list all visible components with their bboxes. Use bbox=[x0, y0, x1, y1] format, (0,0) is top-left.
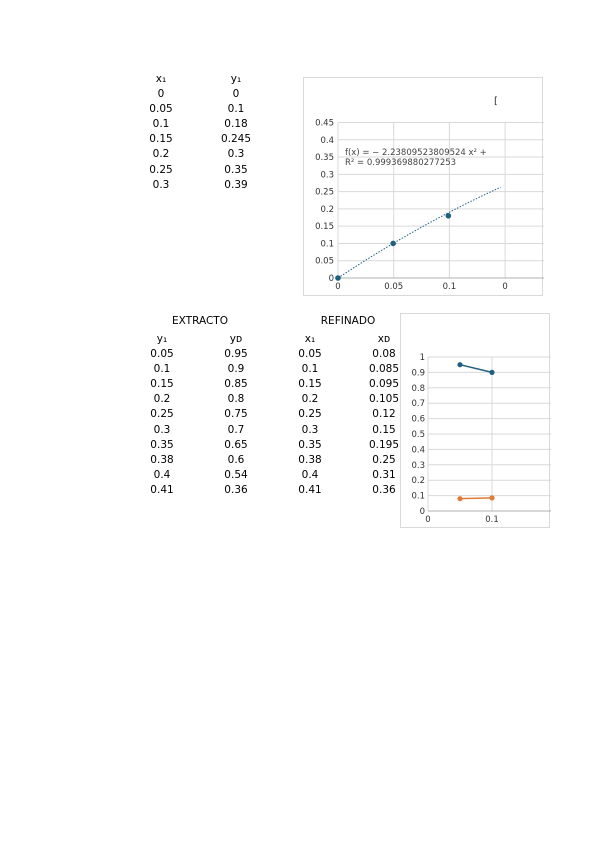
table-cell: 0.15 bbox=[149, 133, 173, 146]
table-cell: 0 bbox=[157, 88, 165, 100]
trendline-equation: f(x) = − 2.23809523809524 x² + bbox=[345, 148, 487, 158]
table-cell: 0.245 bbox=[220, 133, 252, 146]
y-tick-label: 0.7 bbox=[411, 399, 425, 410]
table-cell: 0.36 bbox=[224, 483, 248, 496]
table-cell: 0.08 bbox=[372, 348, 396, 360]
y-tick-label: 0.3 bbox=[320, 170, 334, 181]
y-tick-label: 0.1 bbox=[320, 239, 334, 250]
table-cell: 0.18 bbox=[224, 118, 248, 131]
x-tick-label: 0.1 bbox=[485, 515, 499, 525]
y-tick-label: 0.1 bbox=[411, 491, 425, 502]
table-cell: 0 bbox=[232, 88, 240, 100]
table-cell: 0.05 bbox=[150, 348, 174, 360]
table-cell: 0.65 bbox=[224, 438, 248, 451]
data-point bbox=[390, 241, 396, 247]
chart-2 bbox=[401, 314, 551, 529]
y-tick-label: 0.35 bbox=[315, 153, 334, 164]
chart-1-frame bbox=[303, 77, 543, 296]
y-tick-label: 0.15 bbox=[315, 222, 334, 233]
table-cell: 0.105 bbox=[368, 393, 400, 406]
table-cell: 0.95 bbox=[224, 348, 248, 360]
y-tick-label: 0.45 bbox=[315, 118, 334, 129]
x-tick-label: 0 bbox=[502, 282, 508, 292]
table-cell: 0.25 bbox=[298, 408, 322, 421]
data-point bbox=[457, 362, 462, 367]
table-cell: 0.6 bbox=[227, 453, 245, 466]
y-tick-label: 0.2 bbox=[320, 204, 334, 215]
table-cell: 0.25 bbox=[150, 408, 174, 421]
y-tick-label: 0 bbox=[328, 274, 334, 284]
table-cell: 0.195 bbox=[368, 438, 400, 451]
chart-title: [ bbox=[494, 96, 498, 107]
data-point bbox=[335, 275, 341, 281]
table-cell: 0.2 bbox=[301, 393, 319, 406]
table-cell: 0.05 bbox=[298, 348, 322, 360]
column-header-x1: x₁ bbox=[304, 333, 316, 345]
chart-1-viewport bbox=[303, 77, 508, 296]
chart-2-frame bbox=[400, 313, 550, 528]
table-cell: 0.2 bbox=[152, 148, 170, 161]
y-tick-label: 0.6 bbox=[411, 414, 425, 425]
table-cell: 0.085 bbox=[368, 363, 400, 376]
trendline-r-squared: R² = 0.999369880277253 bbox=[345, 158, 457, 168]
table-cell: 0.35 bbox=[224, 163, 248, 176]
column-header-y1: y₁ bbox=[156, 333, 168, 345]
table-cell: 0.36 bbox=[372, 483, 396, 496]
data-point bbox=[489, 495, 494, 500]
chart-1 bbox=[304, 78, 544, 297]
table-cell: 0.15 bbox=[298, 378, 322, 391]
table-cell: 0.3 bbox=[301, 423, 319, 436]
table-cell: 0.3 bbox=[152, 178, 170, 191]
table-cell: 0.41 bbox=[150, 483, 174, 496]
y-tick-label: 0.8 bbox=[411, 383, 425, 394]
table-cell: 0.35 bbox=[298, 438, 322, 451]
table-cell: 0.85 bbox=[224, 378, 248, 391]
group-label-extracto: EXTRACTO bbox=[172, 315, 228, 327]
table-cell: 0.1 bbox=[301, 363, 319, 376]
y-tick-label: 0.9 bbox=[411, 368, 425, 379]
table-cell: 0.7 bbox=[227, 423, 245, 436]
table-cell: 0.3 bbox=[153, 423, 171, 436]
table-cell: 0.1 bbox=[153, 363, 171, 376]
column-header-xd: xᴅ bbox=[377, 333, 391, 345]
table-cell: 0.9 bbox=[227, 363, 245, 376]
y-tick-label: 0.2 bbox=[411, 476, 425, 487]
table-cell: 0.38 bbox=[298, 453, 322, 466]
y-tick-label: 0 bbox=[419, 507, 425, 517]
data-point bbox=[489, 370, 494, 375]
y-tick-label: 1 bbox=[419, 353, 425, 363]
y-tick-label: 0.4 bbox=[411, 445, 425, 456]
x-tick-label: 0 bbox=[335, 282, 341, 292]
x-tick-label: 0.1 bbox=[442, 282, 457, 292]
y-tick-label: 0.4 bbox=[320, 135, 334, 146]
x-tick-label: 0.05 bbox=[384, 282, 404, 292]
table-cell: 0.25 bbox=[372, 453, 396, 466]
trendline bbox=[338, 187, 501, 278]
table-cell: 0.31 bbox=[372, 468, 396, 481]
table-cell: 0.38 bbox=[150, 453, 174, 466]
group-label-refinado: REFINADO bbox=[320, 315, 376, 327]
series-line bbox=[460, 365, 492, 373]
table-cell: 0.41 bbox=[298, 483, 322, 496]
y-tick-label: 0.3 bbox=[411, 460, 425, 471]
y-tick-label: 0.5 bbox=[411, 430, 425, 440]
table-cell: 0.25 bbox=[149, 163, 173, 176]
table-cell: 0.75 bbox=[224, 408, 248, 421]
data-point bbox=[446, 213, 452, 219]
table-cell: 0.54 bbox=[224, 468, 248, 481]
table-cell: 0.2 bbox=[153, 393, 171, 406]
table-cell: 0.095 bbox=[368, 378, 400, 391]
table-cell: 0.12 bbox=[372, 408, 396, 421]
chart-2-viewport bbox=[400, 313, 499, 528]
column-header-x1: x₁ bbox=[155, 73, 167, 85]
table-cell: 0.3 bbox=[227, 148, 245, 161]
y-tick-label: 0.25 bbox=[315, 187, 334, 198]
table-cell: 0.15 bbox=[372, 423, 396, 436]
table-cell: 0.4 bbox=[153, 468, 171, 481]
table-cell: 0.4 bbox=[301, 468, 319, 481]
table-cell: 0.1 bbox=[227, 103, 245, 116]
x-tick-label: 0 bbox=[425, 515, 431, 525]
series-line bbox=[460, 498, 492, 499]
table-cell: 0.8 bbox=[227, 393, 245, 406]
y-tick-label: 0.05 bbox=[315, 256, 334, 267]
data-point bbox=[457, 496, 462, 501]
table-cell: 0.35 bbox=[150, 438, 174, 451]
column-header-y1: y₁ bbox=[230, 73, 242, 85]
column-header-yd: yᴅ bbox=[229, 333, 243, 345]
table-cell: 0.1 bbox=[152, 118, 170, 131]
table-cell: 0.39 bbox=[224, 178, 248, 191]
table-cell: 0.05 bbox=[149, 103, 173, 116]
table-cell: 0.15 bbox=[150, 378, 174, 391]
